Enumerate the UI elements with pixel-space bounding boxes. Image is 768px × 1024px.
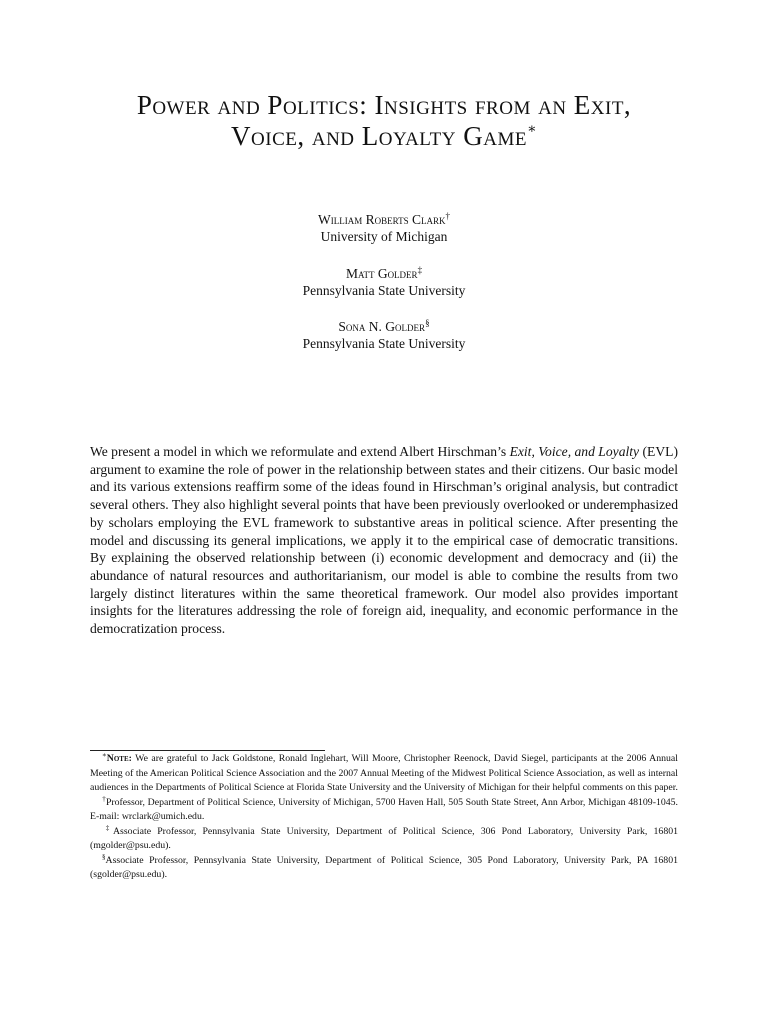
footnote-clark-text: Professor, Department of Political Science, University of Michigan, 5700 Haven Hall, 505 South State Street, Ann Arbor, Michigan 48109-1045. E-mail: wrclark@umich.edu. — [90, 796, 678, 822]
abstract-book-title: Exit, Voice, and Loyalty — [509, 444, 640, 459]
footnote-sgolder-mark: § — [102, 852, 106, 861]
author-1-name: William Roberts Clark — [318, 212, 446, 227]
footnotes — [90, 752, 678, 883]
author-3-name: Sona N. Golder — [338, 319, 426, 334]
footnote-sgolder-text: Associate Professor, Pennsylvania State University, Department of Political Science, 305 Pond Laboratory, University Park, PA 16801 (sgolder@psu.edu). — [90, 854, 678, 880]
author-2 — [180, 265, 588, 299]
title-line-2: Voice, and Loyalty Game — [231, 121, 527, 151]
footnote-note-lead: Note: — [106, 753, 132, 764]
footnote-clark-mark: † — [102, 794, 106, 803]
author-2-affiliation: Pennsylvania State University — [302, 283, 466, 298]
author-3-affiliation: Pennsylvania State University — [302, 336, 466, 351]
title-footnote-mark: ∗ — [526, 122, 537, 137]
footnote-mgolder-mark: ‡ — [102, 823, 113, 832]
footnote-mgolder — [90, 825, 678, 854]
footnote-note-mark: ∗ — [102, 751, 107, 759]
abstract — [90, 443, 678, 638]
author-3 — [180, 318, 588, 352]
footnote-note-text: We are grateful to Jack Goldstone, Ronald Inglehart, Will Moore, Christopher Reenock, David Siegel, participants at the 2006 Annual Meeting of the American Political Science Association and the 2007 Annual Meeting of the Midwest Political Science Association, as well as internal audiences in the Departments of Political Science at Florida State University and the University of Michigan for their helpful comments on this paper. — [90, 753, 678, 793]
abstract-text-rest: (EVL) argument to examine the role of power in the relationship between states and their citizens. Our basic model and its various extensions reaffirm some of the ideas found in Hirschman’s original analysis, but contradict several others. They also highlight several points that have been previously overlooked or underemphasized by scholars employing the EVL framework to substantive areas in political science. After presenting the model and discussing its general implications, we apply it to the empirical case of democratic transitions. By explaining the observed relationship between (i) economic development and democracy and (ii) the abundance of natural resources and authoritarianism, our model is able to combine the results from two largely distinct literatures within the same theoretical framework. Our model also provides important insights for the literatures addressing the role of foreign aid, inequality, and economic performance in the democratization process. — [90, 444, 678, 637]
footnote-clark — [90, 796, 678, 825]
footnote-sgolder — [90, 854, 678, 883]
title-line-1: Power and Politics: Insights from an Exit, — [136, 90, 632, 120]
author-2-mark: ‡ — [417, 265, 423, 275]
author-1-mark: † — [445, 211, 450, 221]
author-2-name: Matt Golder — [345, 266, 418, 281]
footnote-divider — [90, 750, 325, 751]
author-3-mark: § — [425, 318, 430, 328]
author-1-affiliation: University of Michigan — [320, 229, 448, 244]
footnote-note — [90, 752, 678, 796]
footnote-mgolder-text: Associate Professor, Pennsylvania State University, Department of Political Science, 306 Pond Laboratory, University Park, 16801 (mgolder@psu.edu). — [90, 825, 679, 851]
paper-title — [60, 90, 708, 152]
author-1 — [180, 211, 588, 245]
abstract-text-start: We present a model in which we reformulate and extend Albert Hirschman’s — [90, 444, 510, 459]
